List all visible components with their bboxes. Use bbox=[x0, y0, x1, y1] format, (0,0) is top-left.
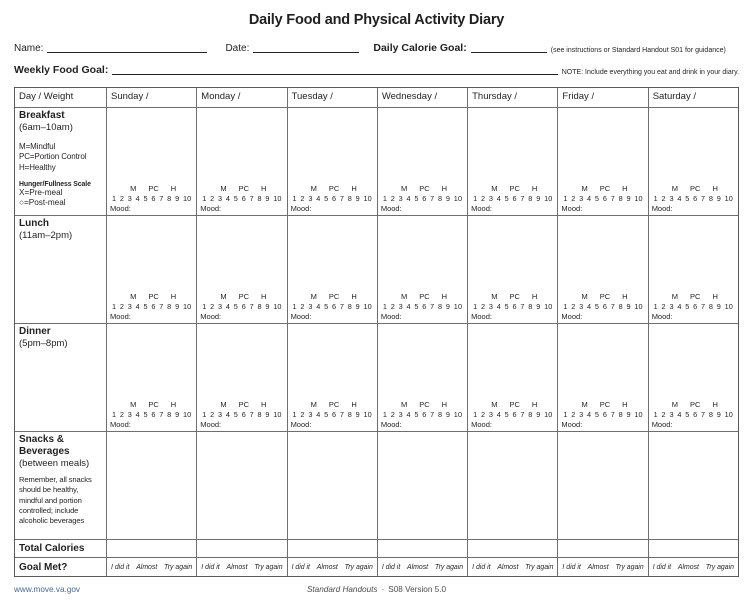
move-va-gov-link[interactable]: www.move.va.gov bbox=[14, 585, 80, 594]
handout-version bbox=[307, 585, 446, 594]
healthy-mark[interactable]: H bbox=[622, 292, 628, 301]
healthy-mark[interactable]: H bbox=[441, 292, 448, 301]
mindful-mark[interactable]: M bbox=[671, 184, 679, 193]
hunger-scale-numbers[interactable]: 1 2 3 4 5 6 7 8 9 10 bbox=[473, 302, 553, 311]
mood-label[interactable]: Mood: bbox=[290, 420, 312, 429]
dinner-day-cell[interactable] bbox=[557, 324, 647, 431]
goal-option-almost[interactable]: Almost bbox=[136, 563, 158, 571]
legend-portion-control: PC=Portion Control bbox=[19, 152, 87, 162]
date-input-line[interactable] bbox=[253, 50, 359, 53]
snacks-day-cell[interactable] bbox=[557, 432, 647, 539]
lunch-row bbox=[15, 215, 738, 323]
hunger-scale-numbers[interactable]: 1 2 3 4 5 6 7 8 9 10 bbox=[473, 410, 553, 419]
mood-label[interactable]: Mood: bbox=[380, 312, 402, 321]
healthy-mark[interactable]: H bbox=[531, 400, 538, 409]
snacks-time: (between meals) bbox=[19, 458, 90, 469]
goal-option-i-did-it[interactable]: I did it bbox=[381, 563, 401, 571]
hunger-scale-numbers[interactable]: 1 2 3 4 5 6 7 8 9 10 bbox=[111, 410, 192, 419]
portion-control-mark[interactable]: PC bbox=[509, 400, 520, 409]
goal-met-day-cell[interactable] bbox=[196, 558, 286, 576]
mood-label[interactable]: Mood: bbox=[561, 420, 583, 429]
meal-time: (11am–2pm) bbox=[19, 230, 73, 241]
page-title: Daily Food and Physical Activity Diary bbox=[248, 12, 505, 28]
snacks-row bbox=[15, 431, 738, 539]
mindful-mark[interactable]: M bbox=[400, 292, 408, 301]
day-header[interactable]: Sunday / bbox=[106, 88, 196, 107]
lunch-day-cell[interactable] bbox=[467, 216, 557, 323]
snacks-name: Snacks & Beverages bbox=[19, 434, 70, 457]
portion-control-mark[interactable]: PC bbox=[238, 400, 250, 409]
name-input-line[interactable] bbox=[47, 50, 207, 53]
healthy-mark[interactable]: H bbox=[170, 184, 177, 193]
hunger-scale-numbers[interactable]: 1 2 3 4 5 6 7 8 9 10 bbox=[202, 194, 282, 203]
dinner-day-cell[interactable] bbox=[377, 324, 467, 431]
mindful-mark[interactable]: M bbox=[310, 400, 317, 409]
meal-code-row[interactable] bbox=[200, 400, 283, 409]
weekly-goal-note: NOTE: Include everything you eat and drink in your diary. bbox=[561, 69, 739, 76]
hunger-scale-numbers[interactable]: 1 2 3 4 5 6 7 8 9 10 bbox=[292, 194, 372, 203]
name-label: Name: bbox=[14, 43, 44, 54]
snacks-day-cell[interactable] bbox=[196, 432, 286, 539]
mindful-mark[interactable]: M bbox=[310, 292, 317, 301]
goal-option-almost[interactable]: Almost bbox=[497, 563, 519, 571]
snacks-day-cell[interactable] bbox=[467, 432, 557, 539]
hunger-scale-numbers[interactable]: 1 2 3 4 5 6 7 8 9 10 bbox=[382, 410, 463, 419]
breakfast-day-cell[interactable] bbox=[287, 108, 377, 215]
form-header-row bbox=[14, 42, 739, 54]
portion-control-mark[interactable]: PC bbox=[690, 400, 701, 409]
hunger-scale-numbers[interactable]: 1 2 3 4 5 6 7 8 9 10 bbox=[653, 302, 733, 311]
goal-met-day-cell[interactable] bbox=[106, 558, 196, 576]
mood-label[interactable]: Mood: bbox=[471, 420, 492, 429]
goal-option-try-again[interactable]: Try again bbox=[254, 563, 283, 571]
goal-met-label: Goal Met? bbox=[19, 561, 68, 573]
mood-label[interactable]: Mood: bbox=[110, 312, 131, 321]
mindful-mark[interactable]: M bbox=[671, 292, 679, 301]
lunch-day-cell[interactable] bbox=[377, 216, 467, 323]
goal-option-try-again[interactable]: Try again bbox=[164, 563, 193, 571]
mood-label[interactable]: Mood: bbox=[110, 204, 131, 213]
meal-code-row[interactable] bbox=[561, 292, 644, 301]
hunger-scale-numbers[interactable]: 1 2 3 4 5 6 7 8 9 10 bbox=[563, 410, 643, 419]
mindful-mark[interactable]: M bbox=[581, 292, 588, 301]
healthy-mark[interactable]: H bbox=[622, 184, 628, 193]
meal-code-row[interactable] bbox=[381, 292, 464, 301]
total-calories-day-cell[interactable] bbox=[196, 540, 286, 557]
weekly-goal-row bbox=[14, 64, 739, 76]
mindful-mark[interactable]: M bbox=[400, 184, 408, 193]
goal-met-day-cell[interactable] bbox=[648, 558, 738, 576]
portion-control-mark[interactable]: PC bbox=[328, 184, 340, 193]
total-calories-day-cell[interactable] bbox=[557, 540, 647, 557]
healthy-mark[interactable]: H bbox=[261, 400, 267, 409]
dinner-day-cell[interactable] bbox=[106, 324, 196, 431]
day-header[interactable]: Thursday / bbox=[467, 88, 557, 107]
meal-code-row[interactable] bbox=[291, 292, 374, 301]
hunger-scale-numbers[interactable]: 1 2 3 4 5 6 7 8 9 10 bbox=[202, 410, 282, 419]
mood-label[interactable]: Mood: bbox=[561, 312, 583, 321]
legend-mindful: M=Mindful bbox=[19, 142, 56, 151]
portion-control-mark[interactable]: PC bbox=[599, 400, 611, 409]
calorie-goal-label: Daily Calorie Goal: bbox=[373, 42, 467, 54]
hunger-scale-numbers[interactable]: 1 2 3 4 5 6 7 8 9 10 bbox=[202, 302, 282, 311]
meal-code-row[interactable] bbox=[561, 184, 644, 193]
goal-option-i-did-it[interactable]: I did it bbox=[652, 563, 672, 571]
meal-code-row[interactable] bbox=[291, 400, 374, 409]
goal-option-almost[interactable]: Almost bbox=[407, 563, 429, 571]
day-header[interactable]: Monday / bbox=[196, 88, 286, 107]
mindful-mark[interactable]: M bbox=[491, 184, 498, 193]
mood-label[interactable]: Mood: bbox=[200, 204, 222, 213]
mindful-mark[interactable]: M bbox=[671, 400, 679, 409]
weekly-goal-label: Weekly Food Goal: bbox=[14, 64, 109, 76]
total-calories-day-cell[interactable] bbox=[467, 540, 557, 557]
breakfast-day-cell[interactable] bbox=[106, 108, 196, 215]
breakfast-day-cell[interactable] bbox=[196, 108, 286, 215]
meal-code-row[interactable] bbox=[471, 292, 554, 301]
calorie-goal-note: (see instructions or Standard Handout S01 for guidance) bbox=[550, 47, 726, 54]
hunger-scale-numbers[interactable]: 1 2 3 4 5 6 7 8 9 10 bbox=[292, 410, 372, 419]
lunch-day-cell[interactable] bbox=[557, 216, 647, 323]
lunch-label-cell bbox=[15, 216, 106, 323]
meal-code-row[interactable] bbox=[561, 400, 644, 409]
snacks-day-cell[interactable] bbox=[106, 432, 196, 539]
healthy-mark[interactable]: H bbox=[261, 184, 267, 193]
mindful-mark[interactable]: M bbox=[491, 400, 498, 409]
goal-met-row bbox=[15, 557, 738, 576]
healthy-mark[interactable]: H bbox=[712, 292, 718, 301]
meal-code-row[interactable] bbox=[381, 400, 464, 409]
goal-option-almost[interactable]: Almost bbox=[587, 563, 609, 571]
lunch-day-cell[interactable] bbox=[287, 216, 377, 323]
snacks-day-cell[interactable] bbox=[287, 432, 377, 539]
dinner-day-cell[interactable] bbox=[648, 324, 738, 431]
healthy-mark[interactable]: H bbox=[712, 184, 718, 193]
breakfast-day-cell[interactable] bbox=[377, 108, 467, 215]
total-calories-row bbox=[15, 539, 738, 557]
portion-control-mark[interactable]: PC bbox=[328, 292, 340, 301]
goal-option-try-again[interactable]: Try again bbox=[434, 563, 464, 571]
goal-option-i-did-it[interactable]: I did it bbox=[201, 563, 220, 571]
diary-table bbox=[14, 87, 739, 577]
goal-option-try-again[interactable]: Try again bbox=[705, 563, 734, 571]
mood-label[interactable]: Mood: bbox=[380, 420, 402, 429]
mood-label[interactable]: Mood: bbox=[380, 204, 402, 213]
day-header[interactable]: Wednesday / bbox=[377, 88, 467, 107]
hunger-scale-legend bbox=[19, 188, 102, 209]
meal-code-row[interactable] bbox=[652, 292, 735, 301]
total-calories-day-cell[interactable] bbox=[648, 540, 738, 557]
hunger-scale-numbers[interactable]: 1 2 3 4 5 6 7 8 9 10 bbox=[653, 410, 733, 419]
meal-name: Lunch bbox=[19, 218, 49, 229]
lunch-day-cell[interactable] bbox=[196, 216, 286, 323]
healthy-mark[interactable]: H bbox=[351, 292, 357, 301]
mood-label[interactable]: Mood: bbox=[290, 312, 312, 321]
goal-option-almost[interactable]: Almost bbox=[316, 563, 338, 571]
meal-code-row[interactable] bbox=[471, 184, 554, 193]
total-calories-day-cell[interactable] bbox=[287, 540, 377, 557]
portion-control-mark[interactable]: PC bbox=[509, 292, 520, 301]
meal-code-row[interactable] bbox=[110, 400, 193, 409]
hunger-scale-numbers[interactable]: 1 2 3 4 5 6 7 8 9 10 bbox=[111, 302, 192, 311]
breakfast-row bbox=[15, 107, 738, 215]
corner-header: Day / Weight bbox=[19, 91, 74, 102]
handout-version-number: S08 Version 5.0 bbox=[388, 585, 447, 594]
breakfast-label-cell bbox=[15, 108, 106, 215]
meal-code-row[interactable] bbox=[652, 400, 735, 409]
goal-option-i-did-it[interactable]: I did it bbox=[562, 563, 581, 571]
goal-option-i-did-it[interactable]: I did it bbox=[291, 563, 310, 571]
goal-met-day-cell[interactable] bbox=[467, 558, 557, 576]
mindful-mark[interactable]: M bbox=[400, 400, 408, 409]
mindful-mark[interactable]: M bbox=[130, 184, 137, 193]
goal-option-try-again[interactable]: Try again bbox=[615, 563, 644, 571]
hunger-scale-numbers[interactable]: 1 2 3 4 5 6 7 8 9 10 bbox=[382, 302, 463, 311]
dinner-day-cell[interactable] bbox=[467, 324, 557, 431]
page-footer bbox=[14, 585, 739, 599]
healthy-mark[interactable]: H bbox=[351, 400, 357, 409]
day-header[interactable]: Tuesday / bbox=[287, 88, 377, 107]
meal-code-row[interactable] bbox=[200, 184, 283, 193]
meal-code-row[interactable] bbox=[200, 292, 283, 301]
healthy-mark[interactable]: H bbox=[441, 184, 448, 193]
meal-name: Dinner bbox=[19, 326, 51, 337]
portion-control-mark[interactable]: PC bbox=[238, 184, 250, 193]
healthy-mark[interactable]: H bbox=[170, 400, 177, 409]
goal-option-almost[interactable]: Almost bbox=[677, 563, 699, 571]
dinner-day-cell[interactable] bbox=[287, 324, 377, 431]
portion-control-mark[interactable]: PC bbox=[419, 400, 430, 409]
legend-healthy: H=Healthy bbox=[19, 162, 56, 172]
meal-name: Breakfast bbox=[19, 110, 65, 121]
handout-name: Standard Handouts bbox=[306, 585, 378, 594]
goal-option-i-did-it[interactable]: I did it bbox=[111, 563, 130, 571]
mood-label[interactable]: Mood: bbox=[651, 204, 673, 213]
meal-code-row[interactable] bbox=[291, 184, 374, 193]
healthy-mark[interactable]: H bbox=[351, 184, 357, 193]
meal-time: (6am–10am) bbox=[19, 122, 73, 133]
meal-code-row[interactable] bbox=[471, 400, 554, 409]
mindful-mark[interactable]: M bbox=[220, 292, 227, 301]
goal-met-day-cell[interactable] bbox=[557, 558, 647, 576]
goal-met-day-cell[interactable] bbox=[377, 558, 467, 576]
meal-time: (5pm–8pm) bbox=[19, 338, 68, 349]
mindful-mark[interactable]: M bbox=[130, 292, 137, 301]
dinner-label-cell bbox=[15, 324, 106, 431]
snacks-day-cell[interactable] bbox=[377, 432, 467, 539]
hunger-scale-numbers[interactable]: 1 2 3 4 5 6 7 8 9 10 bbox=[473, 194, 553, 203]
meal-code-legend bbox=[19, 142, 102, 173]
mood-label[interactable]: Mood: bbox=[561, 204, 583, 213]
breakfast-day-cell[interactable] bbox=[557, 108, 647, 215]
portion-control-mark[interactable]: PC bbox=[148, 184, 159, 193]
healthy-mark[interactable]: H bbox=[441, 400, 448, 409]
mindful-mark[interactable]: M bbox=[220, 400, 227, 409]
hunger-scale-numbers[interactable]: 1 2 3 4 5 6 7 8 9 10 bbox=[563, 302, 643, 311]
mindful-mark[interactable]: M bbox=[491, 292, 498, 301]
table-header-row bbox=[15, 88, 738, 107]
mood-label[interactable]: Mood: bbox=[651, 312, 673, 321]
weekly-goal-input-line[interactable] bbox=[112, 72, 557, 75]
mood-label[interactable]: Mood: bbox=[200, 420, 222, 429]
healthy-mark[interactable]: H bbox=[622, 400, 628, 409]
portion-control-mark[interactable]: PC bbox=[690, 184, 701, 193]
hunger-scale-numbers[interactable]: 1 2 3 4 5 6 7 8 9 10 bbox=[563, 194, 643, 203]
hunger-scale-numbers[interactable]: 1 2 3 4 5 6 7 8 9 10 bbox=[653, 194, 733, 203]
healthy-mark[interactable]: H bbox=[531, 292, 538, 301]
mood-label[interactable]: Mood: bbox=[110, 420, 131, 429]
date-label: Date: bbox=[225, 43, 250, 54]
meal-code-row[interactable] bbox=[110, 184, 193, 193]
mindful-mark[interactable]: M bbox=[220, 184, 227, 193]
lunch-day-cell[interactable] bbox=[106, 216, 196, 323]
portion-control-mark[interactable]: PC bbox=[690, 292, 701, 301]
hunger-scale-title: Hunger/Fullness Scale bbox=[19, 181, 91, 189]
healthy-mark[interactable]: H bbox=[261, 292, 267, 301]
mood-label[interactable]: Mood: bbox=[200, 312, 222, 321]
meal-code-row[interactable] bbox=[381, 184, 464, 193]
portion-control-mark[interactable]: PC bbox=[509, 184, 520, 193]
breakfast-day-cell[interactable] bbox=[467, 108, 557, 215]
portion-control-mark[interactable]: PC bbox=[419, 292, 430, 301]
goal-option-i-did-it[interactable]: I did it bbox=[472, 563, 491, 571]
snacks-note: Remember, all snacks should be healthy, mindful and portion controlled; include alcoholic beverages bbox=[19, 475, 92, 525]
snacks-label-cell bbox=[15, 432, 106, 539]
dinner-day-cell[interactable] bbox=[196, 324, 286, 431]
dinner-row bbox=[15, 323, 738, 431]
breakfast-day-cell[interactable] bbox=[648, 108, 738, 215]
goal-met-day-cell[interactable] bbox=[287, 558, 377, 576]
goal-option-almost[interactable]: Almost bbox=[226, 563, 248, 571]
legend-pre-meal: X=Pre-meal bbox=[19, 188, 63, 198]
calorie-goal-input-line[interactable] bbox=[471, 50, 547, 53]
mood-label[interactable]: Mood: bbox=[471, 204, 492, 213]
mindful-mark[interactable]: M bbox=[130, 400, 137, 409]
total-calories-label: Total Calories bbox=[19, 543, 85, 554]
day-header[interactable]: Saturday / bbox=[648, 88, 738, 107]
footer-separator: · bbox=[381, 585, 385, 594]
goal-option-try-again[interactable]: Try again bbox=[344, 563, 373, 571]
day-header[interactable]: Friday / bbox=[557, 88, 647, 107]
portion-control-mark[interactable]: PC bbox=[328, 400, 340, 409]
goal-option-try-again[interactable]: Try again bbox=[525, 563, 554, 571]
portion-control-mark[interactable]: PC bbox=[148, 400, 159, 409]
mood-label[interactable]: Mood: bbox=[651, 420, 673, 429]
mindful-mark[interactable]: M bbox=[581, 400, 588, 409]
portion-control-mark[interactable]: PC bbox=[238, 292, 250, 301]
portion-control-mark[interactable]: PC bbox=[419, 184, 430, 193]
hunger-scale-numbers[interactable]: 1 2 3 4 5 6 7 8 9 10 bbox=[382, 194, 463, 203]
mood-label[interactable]: Mood: bbox=[471, 312, 492, 321]
total-calories-day-cell[interactable] bbox=[377, 540, 467, 557]
meal-code-row[interactable] bbox=[652, 184, 735, 193]
portion-control-mark[interactable]: PC bbox=[599, 184, 611, 193]
mindful-mark[interactable]: M bbox=[310, 184, 317, 193]
portion-control-mark[interactable]: PC bbox=[148, 292, 159, 301]
legend-post-meal: ○=Post-meal bbox=[19, 198, 66, 208]
snacks-day-cell[interactable] bbox=[648, 432, 738, 539]
healthy-mark[interactable]: H bbox=[712, 400, 718, 409]
mood-label[interactable]: Mood: bbox=[290, 204, 312, 213]
total-calories-day-cell[interactable] bbox=[106, 540, 196, 557]
healthy-mark[interactable]: H bbox=[170, 292, 177, 301]
hunger-scale-numbers[interactable]: 1 2 3 4 5 6 7 8 9 10 bbox=[292, 302, 372, 311]
healthy-mark[interactable]: H bbox=[531, 184, 538, 193]
lunch-day-cell[interactable] bbox=[648, 216, 738, 323]
portion-control-mark[interactable]: PC bbox=[599, 292, 611, 301]
mindful-mark[interactable]: M bbox=[581, 184, 588, 193]
meal-code-row[interactable] bbox=[110, 292, 193, 301]
hunger-scale-numbers[interactable]: 1 2 3 4 5 6 7 8 9 10 bbox=[111, 194, 192, 203]
